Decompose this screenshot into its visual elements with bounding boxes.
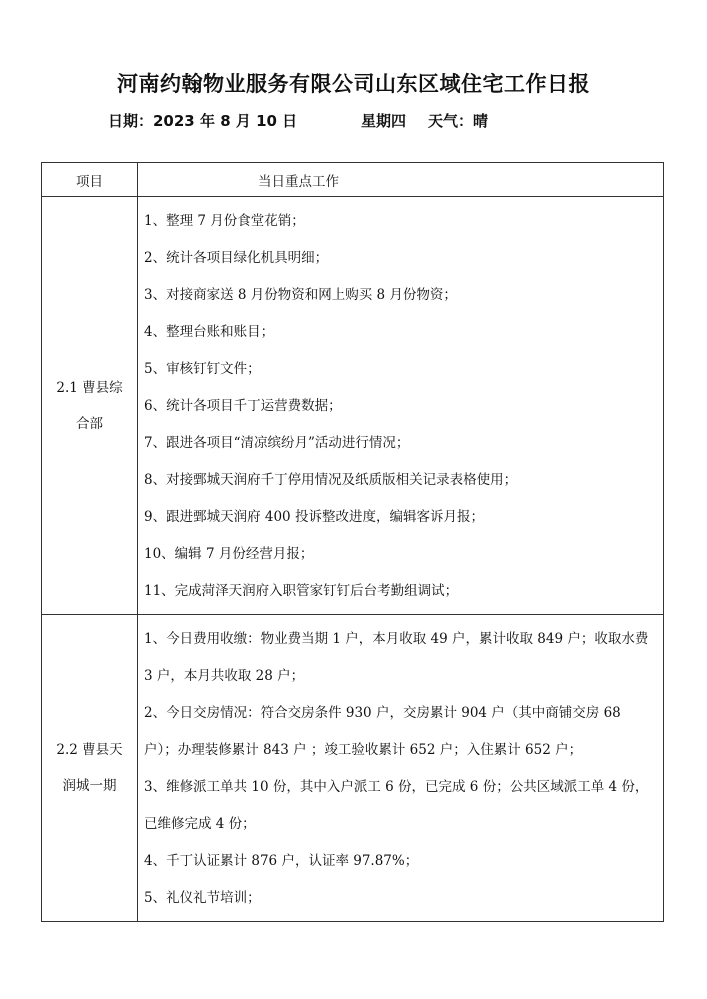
header-project: 项目 [42, 163, 138, 197]
work-item: 4、千丁认证累计 876 户，认证率 97.87%； [144, 853, 419, 869]
header-key-work: 当日重点工作 [138, 163, 664, 197]
report-weather: 天气：晴 [428, 112, 489, 130]
report-title: 河南约翰物业服务有限公司山东区域住宅工作日报 [117, 72, 590, 96]
work-report-table [41, 162, 664, 922]
report-date: 日期：2023 年 8 月 10 日 [108, 112, 298, 130]
work-item: 3、对接商家送 8 月份物资和网上购买 8 月份物资； [144, 287, 457, 303]
work-item: 2、今日交房情况：符合交房条件 930 户，交房累计 904 户（其中商铺交房 68 户）；办理装修累计 843 户 ；竣工验收累计 652 户；入住累计 652 户； [144, 705, 621, 758]
work-item: 9、跟进鄄城天润府 400 投诉整改进度，编辑客诉月报； [144, 509, 484, 525]
work-item: 2、统计各项目绿化机具明细； [144, 250, 329, 266]
work-item: 4、整理台账和账目； [144, 324, 275, 340]
work-item: 11、完成菏泽天润府入职管家钉钉后台考勤组调试； [144, 583, 459, 599]
table-header-row [42, 163, 664, 197]
table-row-section-1 [42, 197, 664, 615]
work-item: 10、编辑 7 月份经营月报； [144, 546, 314, 562]
section-label: 2.1 曹县综合部 [42, 197, 138, 615]
work-item: 8、对接鄄城天润府千丁停用情况及纸质版相关记录表格使用； [144, 472, 518, 488]
work-item: 5、礼仪礼节培训； [144, 890, 261, 906]
section-work-list [138, 197, 664, 615]
work-item: 5、审核钉钉文件； [144, 361, 261, 377]
work-item: 7、跟进各项目“清凉缤纷月”活动进行情况； [144, 435, 410, 451]
section-label: 2.2 曹县天润城一期 [42, 615, 138, 922]
table-row-section-2 [42, 615, 664, 922]
section-work-list [138, 615, 664, 922]
report-weekday: 星期四 [361, 112, 407, 130]
work-item: 1、整理 7 月份食堂花销； [144, 213, 305, 229]
work-item: 6、统计各项目千丁运营费数据； [144, 398, 342, 414]
work-item: 1、今日费用收缴：物业费当期 1 户，本月收取 49 户，累计收取 849 户；收取水费 3 户，本月共收取 28 户； [144, 631, 649, 684]
work-item: 3、维修派工单共 10 份，其中入户派工 6 份，已完成 6 份；公共区域派工单 4 份，已维修完成 4 份； [144, 779, 649, 832]
